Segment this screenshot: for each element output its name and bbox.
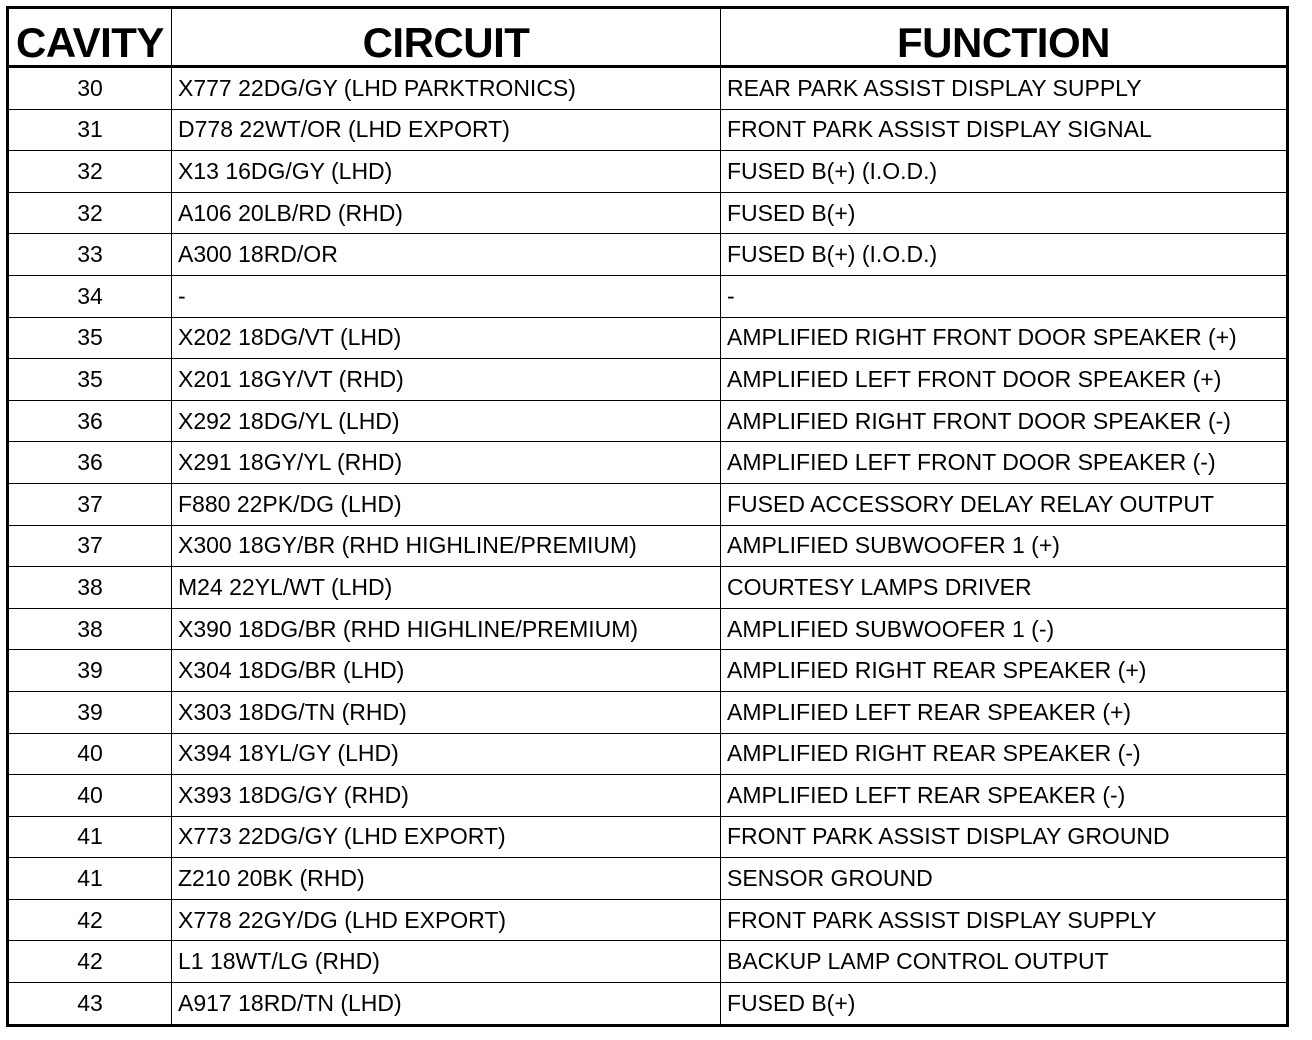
cavity-cell: 41 <box>8 816 172 858</box>
circuit-cell: F880 22PK/DG (LHD) <box>172 483 721 525</box>
cavity-cell: 39 <box>8 650 172 692</box>
function-cell: AMPLIFIED RIGHT FRONT DOOR SPEAKER (-) <box>721 400 1288 442</box>
circuit-cell: - <box>172 275 721 317</box>
table-row <box>8 400 1288 442</box>
circuit-cell: X393 18DG/GY (RHD) <box>172 775 721 817</box>
circuit-cell: M24 22YL/WT (LHD) <box>172 567 721 609</box>
cavity-cell: 38 <box>8 608 172 650</box>
circuit-cell: Z210 20BK (RHD) <box>172 858 721 900</box>
cavity-cell: 40 <box>8 775 172 817</box>
cavity-cell: 32 <box>8 151 172 193</box>
function-cell: AMPLIFIED LEFT FRONT DOOR SPEAKER (-) <box>721 442 1288 484</box>
circuit-cell: X390 18DG/BR (RHD HIGHLINE/PREMIUM) <box>172 608 721 650</box>
table-row <box>8 275 1288 317</box>
circuit-cell: X304 18DG/BR (LHD) <box>172 650 721 692</box>
header-function: FUNCTION <box>721 8 1288 67</box>
cavity-cell: 42 <box>8 941 172 983</box>
function-cell: AMPLIFIED RIGHT REAR SPEAKER (-) <box>721 733 1288 775</box>
cavity-cell: 34 <box>8 275 172 317</box>
cavity-cell: 39 <box>8 691 172 733</box>
header-row <box>8 8 1288 67</box>
table-row <box>8 525 1288 567</box>
table-row <box>8 899 1288 941</box>
cavity-cell: 38 <box>8 567 172 609</box>
table-row <box>8 983 1288 1026</box>
cavity-cell: 32 <box>8 192 172 234</box>
table-row <box>8 775 1288 817</box>
function-cell: COURTESY LAMPS DRIVER <box>721 567 1288 609</box>
table-row <box>8 483 1288 525</box>
cavity-cell: 30 <box>8 67 172 110</box>
table-row <box>8 151 1288 193</box>
function-cell: AMPLIFIED SUBWOOFER 1 (-) <box>721 608 1288 650</box>
cavity-cell: 43 <box>8 983 172 1026</box>
table-row <box>8 608 1288 650</box>
cavity-cell: 40 <box>8 733 172 775</box>
table-row <box>8 941 1288 983</box>
function-cell: AMPLIFIED LEFT REAR SPEAKER (-) <box>721 775 1288 817</box>
table-row <box>8 691 1288 733</box>
circuit-cell: X13 16DG/GY (LHD) <box>172 151 721 193</box>
table-row <box>8 192 1288 234</box>
function-cell: SENSOR GROUND <box>721 858 1288 900</box>
circuit-cell: D778 22WT/OR (LHD EXPORT) <box>172 109 721 151</box>
circuit-cell: A917 18RD/TN (LHD) <box>172 983 721 1026</box>
table-row <box>8 816 1288 858</box>
circuit-cell: X300 18GY/BR (RHD HIGHLINE/PREMIUM) <box>172 525 721 567</box>
table-header <box>8 8 1288 67</box>
function-cell: FRONT PARK ASSIST DISPLAY SUPPLY <box>721 899 1288 941</box>
cavity-cell: 33 <box>8 234 172 276</box>
function-cell: FRONT PARK ASSIST DISPLAY GROUND <box>721 816 1288 858</box>
table-row <box>8 359 1288 401</box>
circuit-cell: X292 18DG/YL (LHD) <box>172 400 721 442</box>
circuit-cell: X773 22DG/GY (LHD EXPORT) <box>172 816 721 858</box>
cavity-cell: 35 <box>8 317 172 359</box>
table-row <box>8 317 1288 359</box>
connector-pinout-table <box>6 6 1289 1027</box>
circuit-cell: A106 20LB/RD (RHD) <box>172 192 721 234</box>
cavity-cell: 37 <box>8 525 172 567</box>
cavity-cell: 42 <box>8 899 172 941</box>
function-cell: FUSED ACCESSORY DELAY RELAY OUTPUT <box>721 483 1288 525</box>
cavity-cell: 36 <box>8 442 172 484</box>
function-cell: REAR PARK ASSIST DISPLAY SUPPLY <box>721 67 1288 110</box>
circuit-cell: L1 18WT/LG (RHD) <box>172 941 721 983</box>
circuit-cell: X291 18GY/YL (RHD) <box>172 442 721 484</box>
table-row <box>8 67 1288 110</box>
cavity-cell: 37 <box>8 483 172 525</box>
circuit-cell: X394 18YL/GY (LHD) <box>172 733 721 775</box>
function-cell: FUSED B(+) <box>721 983 1288 1026</box>
function-cell: AMPLIFIED RIGHT FRONT DOOR SPEAKER (+) <box>721 317 1288 359</box>
function-cell: AMPLIFIED RIGHT REAR SPEAKER (+) <box>721 650 1288 692</box>
function-cell: FUSED B(+) (I.O.D.) <box>721 234 1288 276</box>
cavity-cell: 41 <box>8 858 172 900</box>
table-row <box>8 733 1288 775</box>
table-row <box>8 567 1288 609</box>
function-cell: BACKUP LAMP CONTROL OUTPUT <box>721 941 1288 983</box>
function-cell: AMPLIFIED SUBWOOFER 1 (+) <box>721 525 1288 567</box>
circuit-cell: X202 18DG/VT (LHD) <box>172 317 721 359</box>
table-row <box>8 109 1288 151</box>
function-cell: FUSED B(+) (I.O.D.) <box>721 151 1288 193</box>
function-cell: - <box>721 275 1288 317</box>
function-cell: FUSED B(+) <box>721 192 1288 234</box>
circuit-cell: X777 22DG/GY (LHD PARKTRONICS) <box>172 67 721 110</box>
cavity-cell: 31 <box>8 109 172 151</box>
circuit-cell: X201 18GY/VT (RHD) <box>172 359 721 401</box>
table-body <box>8 67 1288 1026</box>
circuit-cell: X778 22GY/DG (LHD EXPORT) <box>172 899 721 941</box>
table-row <box>8 442 1288 484</box>
function-cell: AMPLIFIED LEFT REAR SPEAKER (+) <box>721 691 1288 733</box>
circuit-cell: A300 18RD/OR <box>172 234 721 276</box>
cavity-cell: 36 <box>8 400 172 442</box>
header-cavity: CAVITY <box>8 8 172 67</box>
table-row <box>8 234 1288 276</box>
function-cell: AMPLIFIED LEFT FRONT DOOR SPEAKER (+) <box>721 359 1288 401</box>
circuit-cell: X303 18DG/TN (RHD) <box>172 691 721 733</box>
table-row <box>8 858 1288 900</box>
table-row <box>8 650 1288 692</box>
header-circuit: CIRCUIT <box>172 8 721 67</box>
function-cell: FRONT PARK ASSIST DISPLAY SIGNAL <box>721 109 1288 151</box>
cavity-cell: 35 <box>8 359 172 401</box>
